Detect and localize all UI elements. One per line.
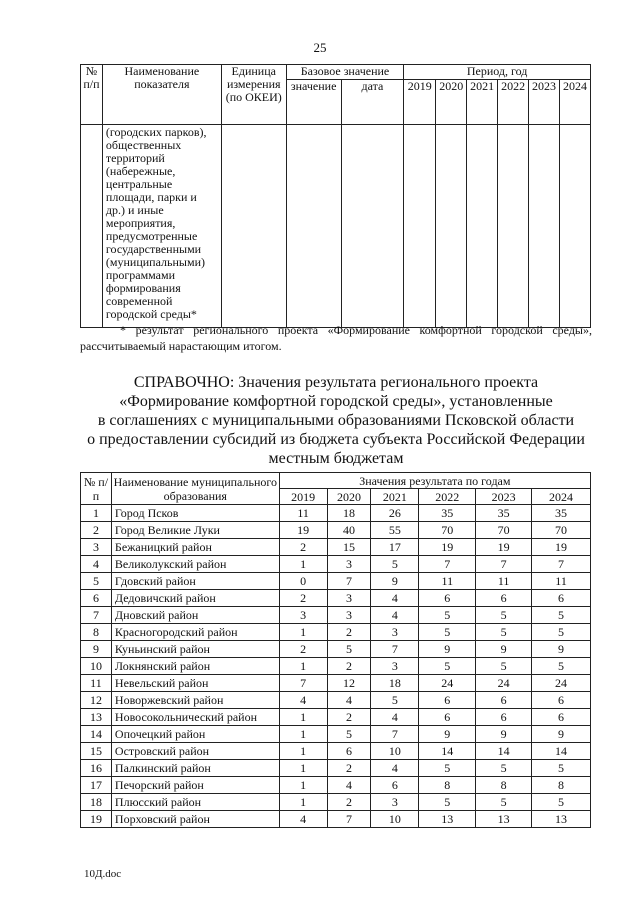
value-cell: 6 — [476, 590, 532, 607]
base-value-sub: значение — [286, 80, 341, 125]
base-value-header: Базовое значение — [286, 65, 404, 80]
table-row — [81, 760, 591, 777]
municipality-name: Гдовский район — [111, 573, 279, 590]
row-number: 16 — [81, 760, 112, 777]
value-cell: 3 — [279, 607, 327, 624]
value-cell: 1 — [279, 743, 327, 760]
value-cell: 5 — [532, 624, 591, 641]
municipality-name: Дновский район — [111, 607, 279, 624]
value-cell: 9 — [476, 726, 532, 743]
value-cell: 7 — [327, 811, 371, 828]
year-header: 2023 — [476, 489, 532, 505]
value-cell: 14 — [419, 743, 476, 760]
value-cell: 17 — [371, 539, 419, 556]
municipality-name: Бежаницкий район — [111, 539, 279, 556]
value-cell: 6 — [476, 692, 532, 709]
value-cell: 13 — [476, 811, 532, 828]
value-cell: 5 — [476, 624, 532, 641]
value-cell: 1 — [279, 658, 327, 675]
value-cell: 3 — [371, 794, 419, 811]
table-row — [81, 641, 591, 658]
value-cell: 1 — [279, 709, 327, 726]
value-cell: 40 — [327, 522, 371, 539]
value-cell: 2 — [279, 539, 327, 556]
empty-cell — [404, 125, 436, 328]
value-cell: 7 — [371, 726, 419, 743]
value-cell: 1 — [279, 777, 327, 794]
row-number: 14 — [81, 726, 112, 743]
value-cell: 1 — [279, 624, 327, 641]
value-cell: 6 — [419, 692, 476, 709]
value-cell: 7 — [279, 675, 327, 692]
table-row — [81, 794, 591, 811]
empty-cell — [341, 125, 404, 328]
value-cell: 15 — [327, 539, 371, 556]
row-number: 7 — [81, 607, 112, 624]
value-cell: 5 — [419, 607, 476, 624]
value-cell: 5 — [419, 794, 476, 811]
heading-line: СПРАВОЧНО: Значения результата регионального проекта — [133, 374, 539, 391]
table-row — [81, 726, 591, 743]
municipality-name: Невельский район — [111, 675, 279, 692]
municipality-name: Плюсский район — [111, 794, 279, 811]
municipality-name: Опочецкий район — [111, 726, 279, 743]
value-cell: 5 — [327, 641, 371, 658]
empty-cell — [467, 125, 498, 328]
value-cell: 6 — [327, 743, 371, 760]
col-unit-header: Единица измерения (по ОКЕИ) — [221, 65, 286, 125]
file-name-footer: 10Д.doc — [84, 868, 122, 880]
value-cell: 2 — [327, 709, 371, 726]
value-cell: 4 — [371, 709, 419, 726]
municipality-name: Порховский район — [111, 811, 279, 828]
value-cell: 5 — [419, 658, 476, 675]
year-header: 2023 — [529, 80, 560, 125]
row-number: 17 — [81, 777, 112, 794]
row-number: 15 — [81, 743, 112, 760]
year-header: 2021 — [371, 489, 419, 505]
table-row — [81, 624, 591, 641]
value-cell: 1 — [279, 556, 327, 573]
value-cell: 4 — [371, 590, 419, 607]
municipality-name: Великолукский район — [111, 556, 279, 573]
heading-line: «Формирование комфортной городской среды», установленные — [119, 393, 553, 410]
heading-line: в соглашениях с муниципальными образованиями Псковской области — [97, 412, 575, 429]
value-cell: 4 — [327, 777, 371, 794]
page-number: 25 — [313, 40, 327, 55]
value-cell: 5 — [532, 794, 591, 811]
value-cell: 5 — [532, 760, 591, 777]
table-row — [81, 607, 591, 624]
value-cell: 6 — [532, 709, 591, 726]
value-cell: 18 — [327, 505, 371, 522]
value-cell: 70 — [419, 522, 476, 539]
municipality-name: Локнянский район — [111, 658, 279, 675]
value-cell: 7 — [327, 573, 371, 590]
value-cell: 5 — [476, 607, 532, 624]
year-header: 2021 — [467, 80, 498, 125]
row-number: 4 — [81, 556, 112, 573]
row-number: 18 — [81, 794, 112, 811]
municipal-values-table — [80, 472, 591, 828]
table-row — [81, 539, 591, 556]
year-header: 2019 — [279, 489, 327, 505]
table-row — [81, 811, 591, 828]
value-cell: 3 — [371, 658, 419, 675]
municipality-name: Красногородский район — [111, 624, 279, 641]
row-number: 9 — [81, 641, 112, 658]
value-cell: 18 — [371, 675, 419, 692]
value-cell: 26 — [371, 505, 419, 522]
value-cell: 4 — [327, 692, 371, 709]
value-cell: 7 — [371, 641, 419, 658]
value-cell: 11 — [279, 505, 327, 522]
value-cell: 19 — [419, 539, 476, 556]
empty-cell — [559, 125, 590, 328]
value-cell: 19 — [279, 522, 327, 539]
empty-cell — [529, 125, 560, 328]
footnote-text: * результат регионального проекта «Формирование комфортной городской среды», рассчитываемый нарастающим итогом. — [80, 323, 592, 353]
municipality-name: Островский район — [111, 743, 279, 760]
value-cell: 9 — [371, 573, 419, 590]
value-cell: 2 — [327, 658, 371, 675]
value-cell: 9 — [476, 641, 532, 658]
value-cell: 11 — [419, 573, 476, 590]
value-cell: 9 — [532, 726, 591, 743]
value-cell: 7 — [532, 556, 591, 573]
table-row — [81, 505, 591, 522]
value-cell: 5 — [419, 760, 476, 777]
row-number: 5 — [81, 573, 112, 590]
row-number: 13 — [81, 709, 112, 726]
row-number: 11 — [81, 675, 112, 692]
municipality-name: Дедовичский район — [111, 590, 279, 607]
year-header: 2020 — [327, 489, 371, 505]
year-header: 2024 — [559, 80, 590, 125]
section-heading — [68, 373, 604, 468]
col-num-header: № п/п — [81, 473, 112, 505]
municipality-name: Палкинский район — [111, 760, 279, 777]
value-cell: 19 — [532, 539, 591, 556]
value-cell: 1 — [279, 726, 327, 743]
value-cell: 8 — [419, 777, 476, 794]
table-row — [81, 573, 591, 590]
value-cell: 8 — [532, 777, 591, 794]
value-cell: 19 — [476, 539, 532, 556]
row-number: 8 — [81, 624, 112, 641]
value-cell: 13 — [532, 811, 591, 828]
value-cell: 35 — [419, 505, 476, 522]
footnote — [80, 322, 592, 354]
value-cell: 12 — [327, 675, 371, 692]
value-cell: 2 — [327, 760, 371, 777]
value-cell: 14 — [476, 743, 532, 760]
value-cell: 24 — [476, 675, 532, 692]
value-cell: 24 — [532, 675, 591, 692]
row-number: 10 — [81, 658, 112, 675]
value-cell: 1 — [279, 760, 327, 777]
values-by-year-header: Значения результата по годам — [279, 473, 590, 489]
value-cell: 55 — [371, 522, 419, 539]
value-cell: 35 — [532, 505, 591, 522]
value-cell: 6 — [419, 590, 476, 607]
value-cell: 7 — [476, 556, 532, 573]
row-number: 6 — [81, 590, 112, 607]
year-header: 2020 — [436, 80, 467, 125]
row-number: 3 — [81, 539, 112, 556]
value-cell: 4 — [279, 811, 327, 828]
base-date-sub: дата — [341, 80, 404, 125]
value-cell: 6 — [532, 590, 591, 607]
col-name-header: Наименование показателя — [102, 65, 221, 125]
value-cell: 13 — [419, 811, 476, 828]
value-cell: 10 — [371, 811, 419, 828]
value-cell: 11 — [532, 573, 591, 590]
value-cell: 11 — [476, 573, 532, 590]
empty-cell — [286, 125, 341, 328]
indicator-table — [80, 64, 591, 328]
value-cell: 2 — [279, 641, 327, 658]
value-cell: 35 — [476, 505, 532, 522]
municipality-name: Новосокольнический район — [111, 709, 279, 726]
empty-cell — [498, 125, 529, 328]
value-cell: 2 — [327, 794, 371, 811]
row-number: 12 — [81, 692, 112, 709]
value-cell: 9 — [419, 726, 476, 743]
value-cell: 24 — [419, 675, 476, 692]
table-row — [81, 522, 591, 539]
value-cell: 5 — [476, 658, 532, 675]
table-row — [81, 658, 591, 675]
value-cell: 5 — [476, 760, 532, 777]
value-cell: 6 — [371, 777, 419, 794]
value-cell: 14 — [532, 743, 591, 760]
value-cell: 4 — [371, 760, 419, 777]
row-number: 19 — [81, 811, 112, 828]
empty-cell — [436, 125, 467, 328]
indicator-description: (городских парков), общественных территорий (набережные, центральные площади, парки и др.) и иные мероприятия, предусмотренные государственными (муниципальными) программами формирования современной городской среды* — [102, 125, 221, 328]
table-row — [81, 743, 591, 760]
col-municipality-header: Наименование муниципального образования — [111, 473, 279, 505]
value-cell: 70 — [532, 522, 591, 539]
heading-line: местным бюджетам — [268, 450, 404, 467]
value-cell: 6 — [532, 692, 591, 709]
value-cell: 6 — [476, 709, 532, 726]
value-cell: 5 — [532, 658, 591, 675]
value-cell: 5 — [419, 624, 476, 641]
municipality-name: Куньинский район — [111, 641, 279, 658]
empty-cell — [221, 125, 286, 328]
value-cell: 4 — [371, 607, 419, 624]
value-cell: 9 — [532, 641, 591, 658]
table-row — [81, 777, 591, 794]
year-header: 2022 — [498, 80, 529, 125]
table-row — [81, 692, 591, 709]
value-cell: 2 — [279, 590, 327, 607]
municipality-name: Новоржевский район — [111, 692, 279, 709]
value-cell: 3 — [371, 624, 419, 641]
value-cell: 7 — [419, 556, 476, 573]
municipality-name: Город Псков — [111, 505, 279, 522]
value-cell: 10 — [371, 743, 419, 760]
year-header: 2024 — [532, 489, 591, 505]
value-cell: 4 — [279, 692, 327, 709]
municipality-name: Печорский район — [111, 777, 279, 794]
row-number: 1 — [81, 505, 112, 522]
value-cell: 3 — [327, 556, 371, 573]
value-cell: 5 — [327, 726, 371, 743]
empty-cell — [81, 125, 103, 328]
period-header: Период, год — [404, 65, 591, 80]
table-row — [81, 675, 591, 692]
value-cell: 8 — [476, 777, 532, 794]
value-cell: 1 — [279, 794, 327, 811]
value-cell: 3 — [327, 590, 371, 607]
value-cell: 70 — [476, 522, 532, 539]
municipality-name: Город Великие Луки — [111, 522, 279, 539]
heading-line: о предоставлении субсидий из бюджета субъекта Российской Федерации — [87, 431, 585, 448]
table-row — [81, 590, 591, 607]
value-cell: 3 — [327, 607, 371, 624]
value-cell: 0 — [279, 573, 327, 590]
value-cell: 6 — [419, 709, 476, 726]
col-num-header: № п/п — [81, 65, 103, 125]
table-row — [81, 556, 591, 573]
year-header: 2019 — [404, 80, 436, 125]
row-number: 2 — [81, 522, 112, 539]
table-row — [81, 709, 591, 726]
value-cell: 5 — [532, 607, 591, 624]
value-cell: 2 — [327, 624, 371, 641]
value-cell: 5 — [476, 794, 532, 811]
value-cell: 5 — [371, 692, 419, 709]
value-cell: 5 — [371, 556, 419, 573]
year-header: 2022 — [419, 489, 476, 505]
value-cell: 9 — [419, 641, 476, 658]
